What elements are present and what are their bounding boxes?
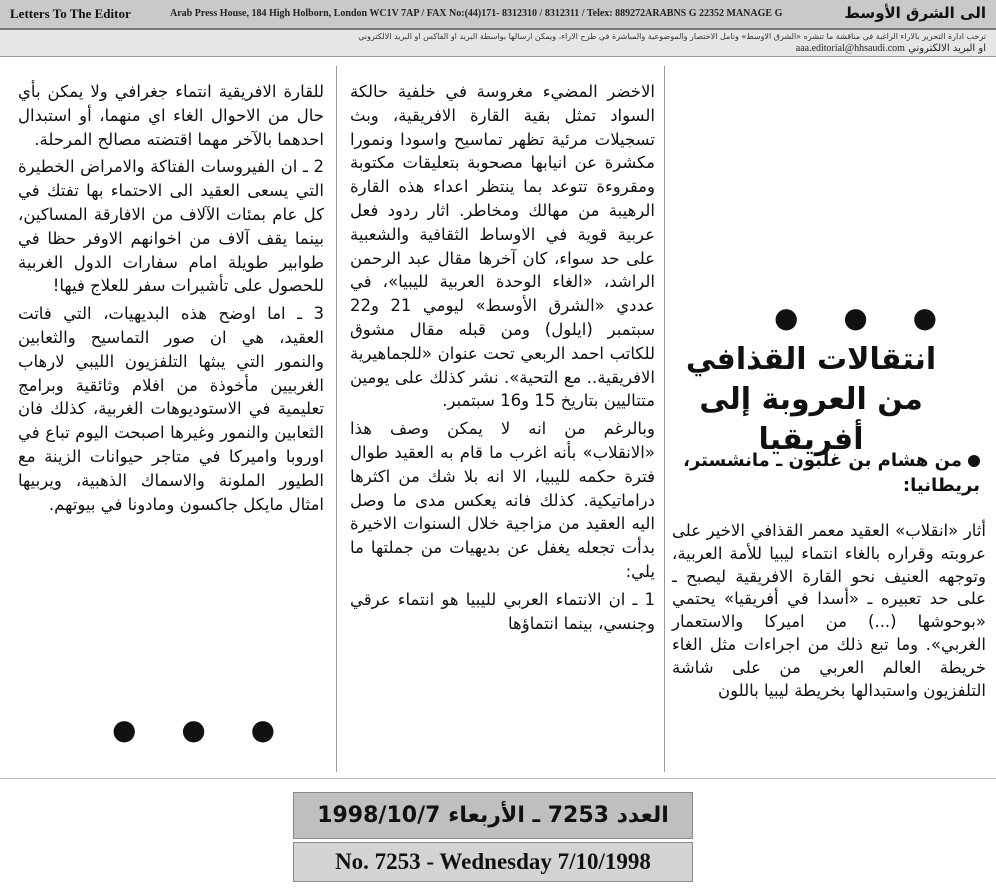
paragraph: 3 ـ اما اوضح هذه البديهيات، التي فاتت العقيد، هي ان صور التماسيح والثعابين والنمور التي يبثها التلفزيون الليبي لارهاب الغربيين مأخوذة من افلام وثائقية وبرامج تعليمية في الاستوديوهات الغربية، كذلك فان الثعابين والنمور وغيرها اصبحت اليوم تباع في اوروبا واميركا في متاجر حيوانات الزينة مع الطيور الملونة والاسماك الذهبية، ويربيها امثال مايكل جاكسون ومادونا في بيوتهم.	[18, 304, 324, 514]
masthead	[0, 0, 996, 30]
issue-info-english: No. 7253 - Wednesday 7/10/1998	[293, 842, 693, 882]
article-column-middle	[350, 80, 655, 770]
byline-text: من هشام بن غلبون ـ مانشستر، بريطانيا:	[683, 450, 980, 496]
article-byline	[680, 448, 980, 498]
email-line	[796, 43, 986, 54]
submission-note: ترحب ادارة التحرير بالاراء الراغبة في مناقشة ما تنشره «الشرق الاوسط» وتامل الاختصار والموضوعية والمباشرة في طرح الاراء، ويمكن ارسالها بواسطة البريد او الفاكس او البريد الالكتروني	[358, 32, 986, 41]
column-rule-left	[336, 66, 337, 772]
headline-line-2: من العروبة إلى أفريقيا	[699, 382, 923, 457]
bullet-icon	[968, 455, 980, 467]
paragraph: 1 ـ ان الانتماء العربي لليبيا هو انتماء عرقي وجنسي، بينما انتماؤها	[350, 589, 655, 633]
submission-note-bar	[0, 30, 996, 57]
headline-line-1: انتقالات القذافي	[685, 342, 937, 377]
paragraph: أثار «انقلاب» العقيد معمر القذافي الاخير على عروبته وقراره بالغاء انتماء ليبيا للأمة العربية، وتوجهه العنيف نحو القارة الافريقية ليصبح ـ على حد تعبيره ـ «أسدا في أفريقيا» يحتمي «بوحوشها (...) من اميركا والاستعمار الغربي». وما تبع ذلك من اجراءات مثل الغاء خريطة العالم العربي من على شاشة التلفزيون واستبدالها بخريطة ليبيا باللون	[672, 521, 986, 700]
page-bottom-rule	[0, 778, 996, 779]
paragraph: للقارة الافريقية انتماء جغرافي ولا يمكن بأي حال من الاحوال الغاء اي منهما، أو استبدال احدهما بالآخر مهما اقتضته مصالح المرحلة.	[18, 82, 324, 149]
paragraph: الاخضر المضيء مغروسة في خلفية حالكة السواد تمثل بقية القارة الافريقية، وبث تسجيلات مرئية تظهر تماسيح واسودا ونمورا مكشرة عن انيابها مصحوبة بتعليقات مكتوبة ومقروءة تتوعد بما ينتظر اعداء هذه القارة الرهيبة من مهالك ومخاطر. اثار ردود فعل عربية قوية في الاوساط الثقافية والشعبية على حد سواء، كان آخرها مقال عبد الرحمن الراشد، «الغاء الوحدة العربية لليبيا»، في عددي «الشرق الأوسط» ليومي 21 و22 سبتمبر (ايلول) ومن قبله مقال مشوق للكاتب احمد الربعي تحت عنوان «للجماهيرية الافريقية.. مع التحية». نشر كذلك على يومين متتاليين بتاريخ 15 و16 سبتمبر.	[350, 82, 655, 411]
column-rule-right	[664, 66, 665, 772]
editorial-email: aaa.editorial@hhsaudi.com	[795, 43, 905, 54]
article-headline	[680, 340, 942, 460]
paragraph: 2 ـ ان الفيروسات الفتاكة والامراض الخطيرة التي يسعى العقيد الى الاحتماء بها تفتك في كل عام بمئات الآلاف من الافارقة المساكين، بينما يقف آلاف من اخوانهم الاوفر حظا في طوابير طويلة امام سفارات الدول الغربية للحصول على تأشيرات سفر للعلاج فيها!	[18, 157, 324, 296]
newspaper-name: الى الشرق الأوسط	[844, 4, 986, 22]
section-title: Letters To The Editor	[10, 6, 131, 21]
article-column-left	[18, 80, 324, 680]
email-label: او البريد الالكتروني	[908, 43, 986, 54]
end-of-article-dots: ● ● ●	[112, 713, 294, 746]
issue-info-arabic: العدد 7253 ـ الأربعاء 1998/10/7	[293, 792, 693, 839]
editorial-address: Arab Press House, 184 High Holborn, London WC1V 7AP / FAX No:(44)171- 8312310 / 8312311 / Telex: 889272ARABNS G 22352 MANAGE G	[170, 8, 783, 19]
paragraph: وبالرغم من انه لا يمكن وصف هذا «الانقلاب» بأنه اغرب ما قام به العقيد طوال فترة حكمه لليبيا، الا انه بلا شك من اكثرها دراماتيكية. كذلك فانه يعكس مدى ما وصل اليه العقيد من مزاجية خلال السنوات الاخيرة بدأت تجعله يغفل عن بديهيات من جملتها ما يلي:	[350, 419, 655, 581]
article-column-right	[672, 520, 986, 778]
section-separator-dots: ● ● ●	[774, 301, 956, 334]
